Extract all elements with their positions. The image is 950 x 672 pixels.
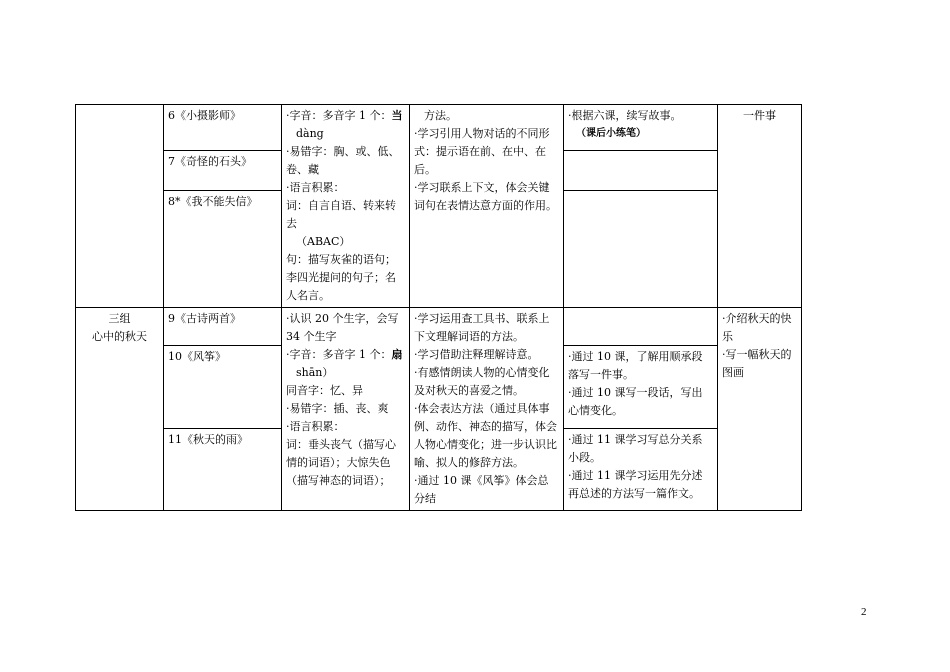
reading-cell xyxy=(410,105,564,308)
char-item: ·认识 20 个生字，会写 34 个生字 xyxy=(286,312,399,343)
writing-cell xyxy=(564,105,718,151)
char-item: （ABAC） xyxy=(296,235,351,248)
reading-item: 方法。 xyxy=(424,109,457,122)
writing-note: （课后小练笔） xyxy=(576,128,646,139)
activity-cell xyxy=(718,308,802,511)
writing-item: ·根据六课，续写故事。 xyxy=(568,109,682,122)
group3-title-cell xyxy=(76,308,164,511)
activity-item: ·写一幅秋天的图画 xyxy=(722,348,792,379)
writing-cell xyxy=(564,346,718,428)
reading-cell xyxy=(410,308,564,511)
reading-item: ·学习运用查工具书、联系上下文理解词语的方法。 xyxy=(414,312,550,343)
char-item: ·字音：多音字 1 个：当 xyxy=(286,109,403,122)
writing-cell-empty xyxy=(564,308,718,346)
writing-cell xyxy=(564,428,718,510)
writing-cell-empty xyxy=(564,150,718,190)
char-item: shān） xyxy=(296,366,334,379)
activity-item: 一件事 xyxy=(743,109,776,122)
char-item: ·语言积累： xyxy=(286,181,345,194)
writing-item: ·通过 11 课学习运用先分述再总述的方法写一篇作文。 xyxy=(568,468,703,500)
reading-item: ·学习借助注释理解诗意。 xyxy=(414,348,539,361)
reading-item: ·有感情朗读人物的心情变化及对秋天的喜爱之情。 xyxy=(414,366,550,397)
char-item: ·易错字：插、丧、爽 xyxy=(286,402,389,415)
curriculum-table xyxy=(75,104,802,511)
characters-cell xyxy=(282,105,410,308)
writing-cell-empty xyxy=(564,191,718,308)
char-item: 词：自言自语、转来转去 xyxy=(286,199,396,230)
reading-item: ·体会表达方法（通过具体事例、动作、神态的描写，体会人物心情变化；进一步认识比喻、拟人的修辞方法。 xyxy=(414,402,557,469)
writing-item: ·通过 10 课写一段话，写出心情变化。 xyxy=(568,386,703,418)
characters-cell xyxy=(282,308,410,511)
char-item: 同音字：忆、异 xyxy=(286,384,363,397)
char-item: ·字音：多音字 1 个：扇 xyxy=(286,348,403,361)
lesson-cell: 6《小摄影师》 xyxy=(164,105,282,151)
char-item: ·易错字：胸、或、低、卷、藏 xyxy=(286,145,400,176)
lesson-cell: 7《奇怪的石头》 xyxy=(164,150,282,190)
group-title: 三组 xyxy=(108,312,131,325)
activity-cell xyxy=(718,105,802,308)
char-item: dàng xyxy=(296,127,324,140)
reading-item: ·学习引用人物对话的不同形式：提示语在前、在中、在后。 xyxy=(414,127,550,176)
lesson-cell: 9《古诗两首》 xyxy=(164,308,282,346)
lesson-cell: 11《秋天的雨》 xyxy=(164,428,282,510)
writing-item: ·通过 11 课学习写总分关系小段。 xyxy=(568,432,703,464)
lesson-cell: 8*《我不能失信》 xyxy=(164,191,282,308)
char-item: 词：垂头丧气（描写心情的词语）；大惊失色（描写神态的词语）； xyxy=(286,438,396,487)
activity-item: ·介绍秋天的快乐 xyxy=(722,312,792,343)
lesson-cell: 10《风筝》 xyxy=(164,346,282,428)
group2-title-cell xyxy=(76,105,164,308)
reading-item: ·学习联系上下文，体会关键词句在表情达意方面的作用。 xyxy=(414,181,557,212)
page-number: 2 xyxy=(861,606,867,618)
group-subtitle: 心中的秋天 xyxy=(92,330,147,343)
char-item: ·语言积累： xyxy=(286,420,345,433)
reading-item: ·通过 10 课《风筝》体会总分结 xyxy=(414,474,549,505)
char-item: 句：描写灰雀的语句；李四光提问的句子；名人名言。 xyxy=(286,253,396,302)
writing-item: ·通过 10 课，了解用顺承段落写一件事。 xyxy=(568,350,703,382)
